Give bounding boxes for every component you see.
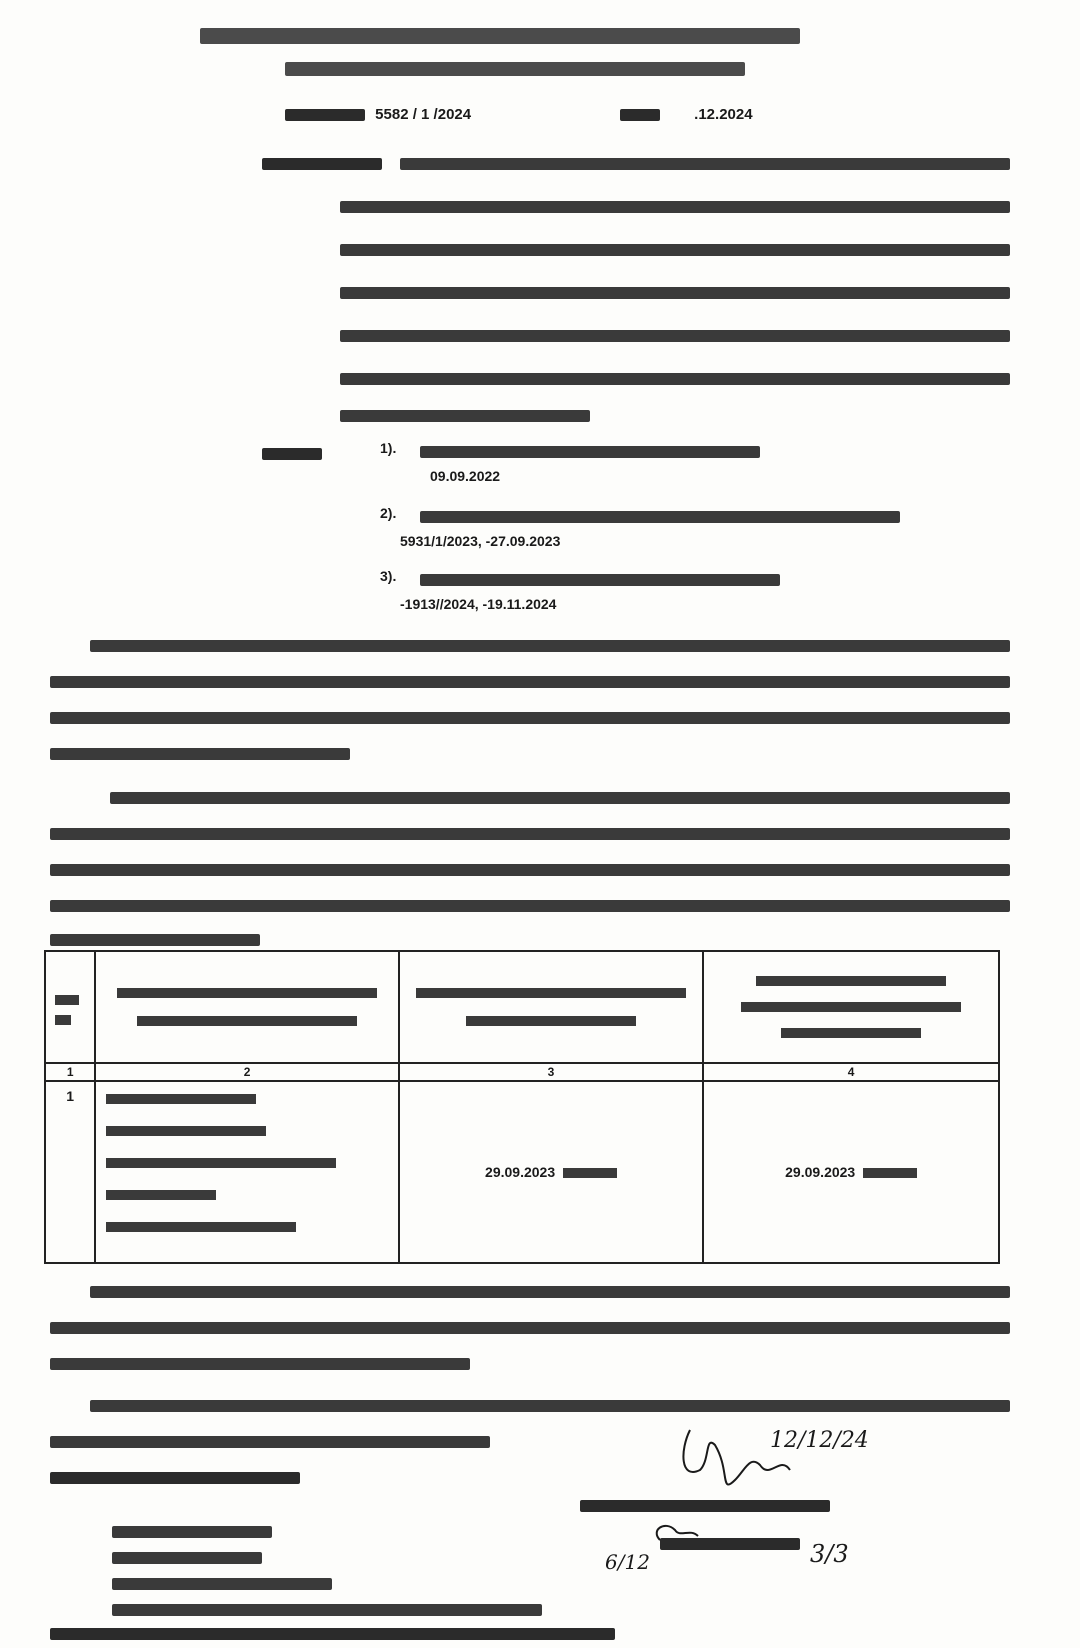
row-name-line-4 xyxy=(106,1190,216,1200)
reference-1-date: 09.09.2022 xyxy=(430,468,501,484)
row-regularised-date xyxy=(703,1081,999,1263)
reference-3-number: -1913//2024, -19.11.2024 xyxy=(400,596,557,612)
order-date xyxy=(620,106,753,123)
col-num-3: 3 xyxy=(399,1063,703,1081)
col-num-1: 1 xyxy=(45,1063,95,1081)
post-1-line-2 xyxy=(50,1322,1010,1334)
row-name-line-5 xyxy=(106,1222,296,1232)
body-1-line-4 xyxy=(50,748,350,760)
reference-2-number: 5931/1/2023, -27.09.2023 xyxy=(400,533,561,549)
reference-1-line1-mark xyxy=(420,446,760,458)
body-2-line-2 xyxy=(50,828,1010,840)
body-2-line-1 xyxy=(110,792,1010,804)
header-sl-mark xyxy=(55,995,79,1005)
row-name-line-2 xyxy=(106,1126,266,1136)
subject-line-7 xyxy=(340,410,590,422)
post-2-line-2 xyxy=(50,1436,490,1448)
recipient-line-3 xyxy=(112,1578,332,1590)
signature-block xyxy=(605,1410,1020,1590)
table-header-row xyxy=(45,951,999,1063)
body-2-line-4 xyxy=(50,900,1010,912)
date-label-mark xyxy=(620,109,660,121)
reference-item-3: 3). xyxy=(380,568,397,584)
body-2-line-5 xyxy=(50,934,260,946)
table-row xyxy=(45,1081,999,1263)
header-reg-mark-3 xyxy=(781,1028,921,1038)
body-1-line-1 xyxy=(90,640,1010,652)
row-joined-date xyxy=(399,1081,703,1263)
header-regularised-cell xyxy=(703,951,999,1063)
header-joined-mark-1 xyxy=(416,988,686,998)
subject-line-3 xyxy=(340,244,1010,256)
row-reg-date-value: 29.09.2023 xyxy=(785,1164,856,1180)
signature-date: 12/12/24 xyxy=(770,1428,869,1453)
subject-label-mark xyxy=(262,158,382,170)
page-count: 3/3 xyxy=(810,1540,849,1568)
body-1-line-2 xyxy=(50,676,1010,688)
reference-item-1: 1). xyxy=(380,440,397,456)
row-sl: 1 xyxy=(45,1081,95,1263)
row-joined-suffix-mark xyxy=(563,1168,617,1178)
post-1-line-3 xyxy=(50,1358,470,1370)
ref-prefix-mark xyxy=(285,109,365,121)
header-name-mark-1 xyxy=(117,988,377,998)
row-name-line-1 xyxy=(106,1094,256,1104)
header-name-cell xyxy=(95,951,398,1063)
references-label-mark xyxy=(262,448,322,460)
signatory-place-mark xyxy=(660,1538,800,1550)
header-line-2-mark xyxy=(285,62,745,76)
subject-line-2 xyxy=(340,201,1010,213)
header-joined-cell xyxy=(399,951,703,1063)
body-1-line-3 xyxy=(50,712,1010,724)
signatory-title-mark xyxy=(580,1500,830,1512)
reference-2-line1-mark xyxy=(420,511,900,523)
header-sl-cell xyxy=(45,951,95,1063)
header-sl-mark-2 xyxy=(55,1015,71,1025)
reference-3-line1-mark xyxy=(420,574,780,586)
subject-line-5 xyxy=(340,330,1010,342)
subject-line-4 xyxy=(340,287,1010,299)
initial-date: 6/12 xyxy=(605,1550,650,1574)
header-reg-mark-1 xyxy=(756,976,946,986)
header-reg-mark-2 xyxy=(741,1002,961,1012)
order-reference xyxy=(285,106,471,123)
body-2-line-3 xyxy=(50,864,1010,876)
row-joined-date-value: 29.09.2023 xyxy=(485,1164,556,1180)
subject-line-6 xyxy=(340,373,1010,385)
recipient-line-1 xyxy=(112,1526,272,1538)
header-joined-mark-2 xyxy=(466,1016,636,1026)
col-num-2: 2 xyxy=(95,1063,398,1081)
order-ref-number: 5582 / 1 /2024 xyxy=(375,106,472,123)
row-reg-suffix-mark xyxy=(863,1168,917,1178)
subject-line-1 xyxy=(400,158,1010,170)
copy-to-mark xyxy=(50,1628,615,1640)
recipient-line-2 xyxy=(112,1552,262,1564)
recipient-line-4 xyxy=(112,1604,542,1616)
reference-item-2: 2). xyxy=(380,505,397,521)
header-name-mark-2 xyxy=(137,1016,357,1026)
annexure-mark xyxy=(50,1472,300,1484)
col-num-4: 4 xyxy=(703,1063,999,1081)
row-name-cell xyxy=(95,1081,398,1263)
table-column-number-row xyxy=(45,1063,999,1081)
order-date-value: .12.2024 xyxy=(694,106,753,123)
regularisation-table xyxy=(44,950,1000,1264)
row-name-line-3 xyxy=(106,1158,336,1168)
header-line-1-mark xyxy=(200,28,800,44)
post-1-line-1 xyxy=(90,1286,1010,1298)
document-header xyxy=(0,20,1080,24)
